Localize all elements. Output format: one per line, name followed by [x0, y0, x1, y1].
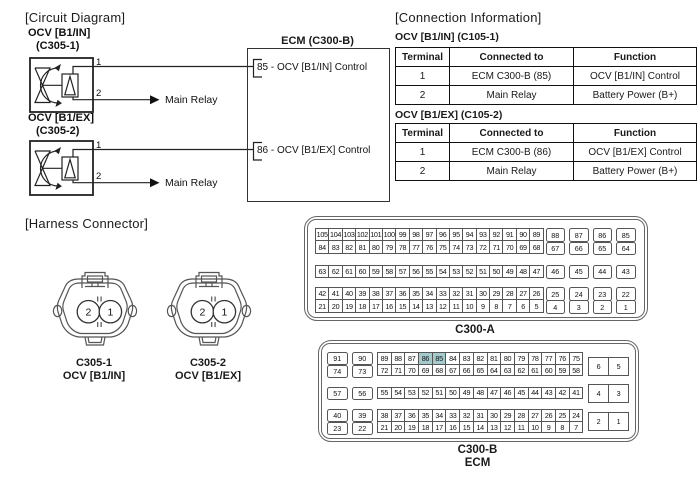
c300a-pin-42: 42 [316, 288, 329, 300]
c300b-pin-5: 5 [609, 358, 629, 376]
c300a-pin-95: 95 [450, 229, 463, 241]
c300a-pin-47: 47 [530, 266, 543, 278]
c300a-pin-79: 79 [383, 241, 396, 253]
c300a-pin-67: 67 [546, 242, 566, 256]
c300a-pin-25: 25 [546, 287, 566, 301]
c300b-pin-67: 67 [446, 365, 460, 377]
c300a-pin-46: 46 [546, 265, 566, 279]
c300a-pin-41: 41 [329, 288, 342, 300]
c300a-pin-38: 38 [370, 288, 383, 300]
c300a-pin-97: 97 [423, 229, 436, 241]
c300b-grid [377, 387, 583, 400]
c300a-pin-29: 29 [490, 288, 503, 300]
c300a-label: C300-A [455, 324, 495, 336]
c300b-label: C300-B [457, 444, 498, 456]
c300b-pin-68: 68 [433, 365, 447, 377]
c300a-pin-31: 31 [463, 288, 476, 300]
c300a-grid [315, 265, 544, 278]
main-relay-label-2: Main Relay [165, 176, 218, 189]
circuit-diagram-header: [Circuit Diagram] [25, 10, 126, 25]
c300a-pin-83: 83 [329, 241, 342, 253]
c300b-grid [377, 352, 583, 376]
c300a-pin-101: 101 [370, 229, 383, 241]
c300a-pin-32: 32 [450, 288, 463, 300]
main-relay-label-1: Main Relay [165, 93, 218, 106]
c300b-pin-61: 61 [529, 365, 543, 377]
harness-connector-c305-1 [49, 268, 141, 354]
c300a-pin-7: 7 [503, 300, 516, 312]
c300a-pin-18: 18 [356, 300, 369, 312]
terminal-1-number: 1 [107, 306, 114, 319]
c300b-pin-90: 90 [352, 352, 373, 365]
c300a-pin-50: 50 [490, 266, 503, 278]
c300a-pin-93: 93 [477, 229, 490, 241]
cell-terminal: 1 [396, 143, 450, 162]
c300b-grid [377, 409, 583, 433]
c300b-pin-64: 64 [488, 365, 502, 377]
c300a-pin-52: 52 [463, 266, 476, 278]
c300b-pin-85: 85 [433, 353, 447, 365]
cell-connected-to: Main Relay [450, 162, 574, 181]
c300b-pin-73: 73 [352, 365, 373, 378]
c300a-grid [315, 287, 544, 313]
c300a-pin-49: 49 [503, 266, 516, 278]
table-header-row [396, 48, 697, 67]
c300a-pin-3: 3 [569, 300, 589, 314]
c300a-pin-21: 21 [316, 300, 329, 312]
main-relay-arrow-icon [150, 95, 160, 104]
c300b-pin-48: 48 [474, 388, 488, 400]
col-connected-to: Connected to [450, 48, 574, 67]
c300b-pin-82: 82 [474, 353, 488, 365]
c300b-grid [588, 412, 629, 431]
c300b-pin-38: 38 [378, 410, 392, 422]
c300b-pin-53: 53 [405, 388, 419, 400]
c300a-pin-98: 98 [410, 229, 423, 241]
cell-terminal: 1 [396, 67, 450, 86]
c300b-pin-89: 89 [378, 353, 392, 365]
cell-connected-to: Main Relay [450, 86, 574, 105]
c300a-pin-105: 105 [316, 229, 329, 241]
c300a-pin-62: 62 [329, 266, 342, 278]
ocv-valve-symbol [30, 58, 262, 112]
c300b-pin-52: 52 [419, 388, 433, 400]
c300b-pin-76: 76 [556, 353, 570, 365]
c300b-pin-15: 15 [460, 422, 474, 434]
table-row [396, 162, 697, 181]
c300a-pin-66: 66 [569, 242, 589, 256]
valve1-pin2-label: 2 [96, 88, 102, 99]
c300a-grid [315, 228, 544, 254]
c300a-pin-91: 91 [503, 229, 516, 241]
c300b-pin-44: 44 [529, 388, 543, 400]
table-row [396, 143, 697, 162]
c300b-pin-2: 2 [589, 413, 609, 431]
c300b-pin-36: 36 [405, 410, 419, 422]
c300a-pin-57: 57 [396, 266, 409, 278]
c300b-pin-20: 20 [392, 422, 406, 434]
c300a-pin-36: 36 [396, 288, 409, 300]
valve2-pin1-label: 1 [96, 140, 102, 151]
c300b-pin-6: 6 [589, 358, 609, 376]
table2-title: OCV [B1/EX] (C105-2) [395, 109, 503, 121]
terminal-1-number: 1 [221, 306, 228, 319]
c300b-pin-30: 30 [488, 410, 502, 422]
connector2-name: C305-2 [189, 357, 227, 369]
c300a-pin-2: 2 [593, 300, 613, 314]
c300a-pin-14: 14 [410, 300, 423, 312]
c300a-pin-11: 11 [450, 300, 463, 312]
c300a-pin-80: 80 [370, 241, 383, 253]
c300b-pin-39: 39 [352, 409, 373, 422]
ecm-pin-86-label: 86 - OCV [B1/EX] Control [257, 145, 371, 156]
c300a-pin-17: 17 [370, 300, 383, 312]
c300b-pin-19: 19 [405, 422, 419, 434]
c300b-pin-14: 14 [474, 422, 488, 434]
c300b-pin-4: 4 [589, 385, 609, 403]
c300a-pin-100: 100 [383, 229, 396, 241]
ecm-title: ECM (C300-B) [281, 35, 354, 47]
c300b-pin-8: 8 [556, 422, 570, 434]
c300a-pin-88: 88 [546, 228, 566, 242]
c300a-pin-35: 35 [410, 288, 423, 300]
c300b-pin-56: 56 [352, 387, 373, 400]
c300a-pin-39: 39 [356, 288, 369, 300]
c300b-pin-45: 45 [515, 388, 529, 400]
c300a-pin-53: 53 [450, 266, 463, 278]
c300a-pin-48: 48 [517, 266, 530, 278]
c300b-pin-84: 84 [446, 353, 460, 365]
c300a-pin-81: 81 [356, 241, 369, 253]
connector2-sub: OCV [B1/EX] [174, 370, 241, 382]
c300b-pin-47: 47 [488, 388, 502, 400]
c300a-pin-86: 86 [593, 228, 613, 242]
c300a-pin-58: 58 [383, 266, 396, 278]
c300a-pin-94: 94 [463, 229, 476, 241]
c300b-pin-22: 22 [352, 422, 373, 435]
c300a-pin-90: 90 [517, 229, 530, 241]
c300b-pin-37: 37 [392, 410, 406, 422]
connection-table-b1in [395, 47, 697, 105]
c300a-pin-78: 78 [396, 241, 409, 253]
c300b-pin-79: 79 [515, 353, 529, 365]
col-terminal: Terminal [396, 48, 450, 67]
c300a-pin-85: 85 [616, 228, 636, 242]
table-header-row [396, 124, 697, 143]
wire-to-main-relay [73, 97, 150, 100]
c300a-pin-13: 13 [423, 300, 436, 312]
c300b-pin-21: 21 [378, 422, 392, 434]
c300b-pin-50: 50 [446, 388, 460, 400]
c300a-pin-37: 37 [383, 288, 396, 300]
c300b-pin-42: 42 [556, 388, 570, 400]
col-terminal: Terminal [396, 124, 450, 143]
c300a-pin-44: 44 [593, 265, 613, 279]
c300a-pin-99: 99 [396, 229, 409, 241]
lock-tab-icon [196, 273, 222, 289]
connector1-sub: OCV [B1/IN] [62, 370, 126, 382]
c300b-pin-27: 27 [529, 410, 543, 422]
c300a-pin-19: 19 [343, 300, 356, 312]
cell-function: Battery Power (B+) [574, 162, 697, 181]
c300a-pin-10: 10 [463, 300, 476, 312]
c300b-pin-66: 66 [460, 365, 474, 377]
c300a-pin-82: 82 [343, 241, 356, 253]
c300b-pin-86: 86 [419, 353, 433, 365]
c300a-pin-102: 102 [356, 229, 369, 241]
c300b-pin-54: 54 [392, 388, 406, 400]
c300b-pin-12: 12 [501, 422, 515, 434]
c300a-pin-75: 75 [437, 241, 450, 253]
c300b-pin-59: 59 [556, 365, 570, 377]
c300b-pin-29: 29 [501, 410, 515, 422]
c300b-pin-1: 1 [609, 413, 629, 431]
cell-function: Battery Power (B+) [574, 86, 697, 105]
col-connected-to: Connected to [450, 124, 574, 143]
table-row [396, 67, 697, 86]
col-function: Function [574, 124, 697, 143]
c300a-pin-30: 30 [477, 288, 490, 300]
c300b-pin-25: 25 [556, 410, 570, 422]
cell-connected-to: ECM C300-B (85) [450, 67, 574, 86]
c300b-pin-16: 16 [446, 422, 460, 434]
table-row [396, 86, 697, 105]
valve1-pin1-label: 1 [96, 57, 102, 68]
c300b-pin-57: 57 [327, 387, 348, 400]
c300b-pin-33: 33 [446, 410, 460, 422]
c300b-pin-10: 10 [529, 422, 543, 434]
c300a-pin-87: 87 [569, 228, 589, 242]
c300b-pin-78: 78 [529, 353, 543, 365]
ecm-pin-85-label: 85 - OCV [B1/IN] Control [257, 62, 368, 73]
c300a-pin-65: 65 [593, 242, 613, 256]
c300b-pin-40: 40 [327, 409, 348, 422]
c300b-pin-11: 11 [515, 422, 529, 434]
col-function: Function [574, 48, 697, 67]
c300a-pin-33: 33 [437, 288, 450, 300]
c300a-pin-92: 92 [490, 229, 503, 241]
c300b-pin-88: 88 [392, 353, 406, 365]
c300a-pin-54: 54 [437, 266, 450, 278]
c300a-pin-16: 16 [383, 300, 396, 312]
c300a-pin-5: 5 [530, 300, 543, 312]
c300b-pin-62: 62 [515, 365, 529, 377]
c300a-pin-72: 72 [477, 241, 490, 253]
c300b-pin-32: 32 [460, 410, 474, 422]
c300b-pin-28: 28 [515, 410, 529, 422]
c300b-pin-77: 77 [542, 353, 556, 365]
c300a-pin-74: 74 [450, 241, 463, 253]
c300b-pin-17: 17 [433, 422, 447, 434]
c300b-pin-55: 55 [378, 388, 392, 400]
c300a-pin-60: 60 [356, 266, 369, 278]
c300b-pin-26: 26 [542, 410, 556, 422]
c300a-pin-24: 24 [569, 287, 589, 301]
c300a-pin-70: 70 [503, 241, 516, 253]
c300a-pin-68: 68 [530, 241, 543, 253]
c300b-pin-80: 80 [501, 353, 515, 365]
c300b-pin-72: 72 [378, 365, 392, 377]
lock-tab-icon [82, 273, 108, 289]
c300a-pin-56: 56 [410, 266, 423, 278]
c300b-pin-34: 34 [433, 410, 447, 422]
c300b-pin-49: 49 [460, 388, 474, 400]
terminal-2-number: 2 [85, 306, 92, 319]
c300a-pin-34: 34 [423, 288, 436, 300]
c300a-pin-84: 84 [316, 241, 329, 253]
harness-connector-header: [Harness Connector] [25, 216, 149, 231]
c300b-pin-31: 31 [474, 410, 488, 422]
valve1-name: OCV [B1/IN] [28, 27, 91, 39]
c300a-pin-15: 15 [396, 300, 409, 312]
c300a-pin-1: 1 [616, 300, 636, 314]
c300b-pin-9: 9 [542, 422, 556, 434]
valve1-connector: (C305-1) [36, 40, 80, 52]
c300b-pin-81: 81 [488, 353, 502, 365]
c300a-pin-73: 73 [463, 241, 476, 253]
c300a-pin-51: 51 [477, 266, 490, 278]
c300a-pin-9: 9 [477, 300, 490, 312]
connector1-name: C305-1 [75, 357, 113, 369]
c300b-pin-7: 7 [570, 422, 584, 434]
cell-terminal: 2 [396, 162, 450, 181]
connection-info-header: [Connection Information] [395, 10, 542, 25]
cell-terminal: 2 [396, 86, 450, 105]
c300b-pin-23: 23 [327, 422, 348, 435]
c300a-pin-28: 28 [503, 288, 516, 300]
c300a-pin-8: 8 [490, 300, 503, 312]
harness-connector-c305-2 [163, 268, 255, 354]
c300a-pin-20: 20 [329, 300, 342, 312]
terminal-2-number: 2 [199, 306, 206, 319]
valve2-name: OCV [B1/EX] [28, 112, 95, 124]
c300b-pin-70: 70 [405, 365, 419, 377]
c300a-pin-103: 103 [343, 229, 356, 241]
c300a-pin-71: 71 [490, 241, 503, 253]
c300b-pin-3: 3 [609, 385, 629, 403]
c300a-pin-76: 76 [423, 241, 436, 253]
cell-function: OCV [B1/EX] Control [574, 143, 697, 162]
cell-connected-to: ECM C300-B (86) [450, 143, 574, 162]
c300b-grid [588, 357, 629, 376]
c300a-pin-61: 61 [343, 266, 356, 278]
c300b-pin-51: 51 [433, 388, 447, 400]
c300b-pin-63: 63 [501, 365, 515, 377]
c300a-pin-27: 27 [517, 288, 530, 300]
c300b-pin-91: 91 [327, 352, 348, 365]
c300b-pin-13: 13 [488, 422, 502, 434]
c300a-pin-23: 23 [593, 287, 613, 301]
c300a-pin-77: 77 [410, 241, 423, 253]
c300a-pin-55: 55 [423, 266, 436, 278]
c300b-pin-41: 41 [570, 388, 584, 400]
c300b-pin-87: 87 [405, 353, 419, 365]
valve2-pin2-label: 2 [96, 171, 102, 182]
c300b-sublabel: ECM [464, 456, 491, 469]
c300b-pin-65: 65 [474, 365, 488, 377]
c300a-pin-40: 40 [343, 288, 356, 300]
c300a-pin-26: 26 [530, 288, 543, 300]
connection-table-b1ex [395, 123, 697, 181]
c300b-pin-75: 75 [570, 353, 584, 365]
c300a-pin-89: 89 [530, 229, 543, 241]
c300a-pin-96: 96 [437, 229, 450, 241]
table1-title: OCV [B1/IN] (C105-1) [395, 31, 499, 43]
c300b-pin-60: 60 [542, 365, 556, 377]
c300a-pin-59: 59 [370, 266, 383, 278]
c300b-pin-43: 43 [542, 388, 556, 400]
c300a-pin-64: 64 [616, 242, 636, 256]
c300b-grid [588, 384, 629, 403]
c300a-pin-4: 4 [546, 300, 566, 314]
cell-function: OCV [B1/IN] Control [574, 67, 697, 86]
c300b-pin-58: 58 [570, 365, 584, 377]
c300a-pin-45: 45 [569, 265, 589, 279]
c300a-pin-12: 12 [437, 300, 450, 312]
c300b-pin-18: 18 [419, 422, 433, 434]
c300a-pin-63: 63 [316, 266, 329, 278]
c300b-pin-46: 46 [501, 388, 515, 400]
valve2-connector: (C305-2) [36, 125, 80, 137]
c300b-pin-74: 74 [327, 365, 348, 378]
c300a-pin-22: 22 [616, 287, 636, 301]
c300b-pin-83: 83 [460, 353, 474, 365]
c300b-pin-71: 71 [392, 365, 406, 377]
c300a-pin-69: 69 [517, 241, 530, 253]
c300b-pin-69: 69 [419, 365, 433, 377]
c300a-pin-43: 43 [616, 265, 636, 279]
c300b-pin-35: 35 [419, 410, 433, 422]
c300a-pin-104: 104 [329, 229, 342, 241]
c300b-pin-24: 24 [570, 410, 584, 422]
c300a-pin-6: 6 [517, 300, 530, 312]
